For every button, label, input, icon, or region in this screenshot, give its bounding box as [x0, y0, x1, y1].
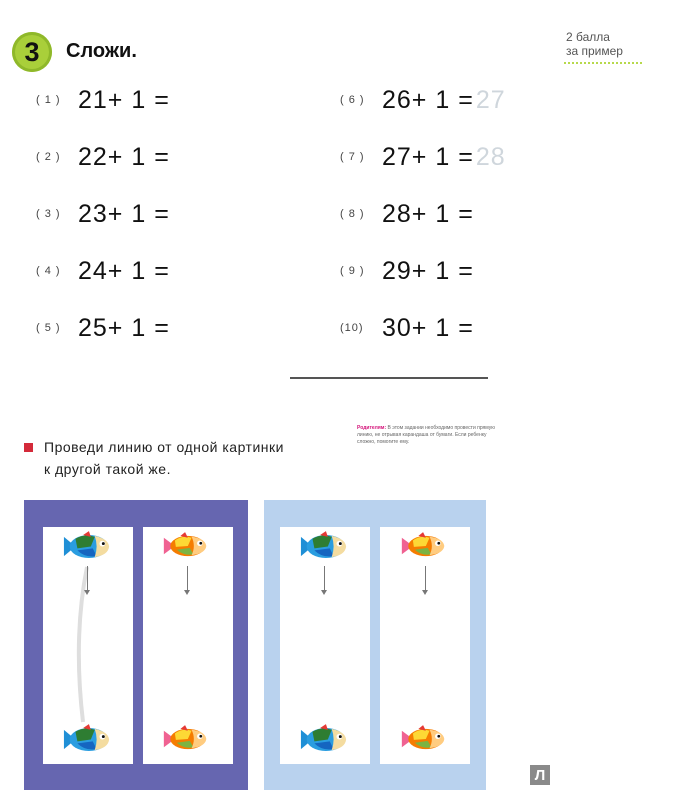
problem-expression: 24+ 1 = [78, 256, 170, 285]
blue-fish-icon[interactable] [299, 724, 349, 755]
problem-1 [36, 83, 172, 117]
score-line-1: 2 балла [566, 30, 610, 44]
problem-index: ( 8 ) [340, 208, 365, 220]
problem-index: ( 1 ) [36, 94, 61, 106]
problem-expression: 28+ 1 = [382, 199, 474, 228]
problem-expression: 21+ 1 = [78, 85, 170, 114]
problem-3 [36, 197, 172, 231]
arrow-line [187, 566, 188, 590]
problem-4 [36, 254, 172, 288]
problem-expression: 26+ 1 = [382, 85, 474, 114]
problem-expression: 22+ 1 = [78, 142, 170, 171]
instruction-line-1: Проведи линию от одной картинки [44, 439, 284, 455]
orange-fish-icon[interactable] [400, 531, 448, 561]
task-instruction [44, 436, 314, 480]
problem-10 [340, 311, 476, 345]
score-line-2: за пример [566, 44, 623, 58]
score-total-line [290, 377, 488, 379]
parent-note-text: В этом задании необходимо провести прямую линию, не отрывая карандаша от бумаги. Если ребенку сложно, помогите ему. [357, 425, 496, 445]
problem-5 [36, 311, 172, 345]
parent-note [357, 425, 497, 446]
task-title: Сложи. [66, 40, 137, 62]
problem-2 [36, 140, 172, 174]
arrow-line [425, 566, 426, 590]
task-bullet [24, 443, 33, 452]
problem-expression: 30+ 1 = [382, 313, 474, 342]
problem-index: (10) [340, 322, 364, 334]
orange-fish-icon[interactable] [162, 531, 210, 561]
problem-index: ( 3 ) [36, 208, 61, 220]
problem-index: ( 2 ) [36, 151, 61, 163]
score-underline [564, 62, 642, 64]
answer-field[interactable]: 28 [475, 142, 506, 171]
arrow-down-icon [184, 590, 190, 595]
orange-fish-icon[interactable] [400, 724, 448, 754]
problem-6 [340, 83, 506, 117]
problem-index: ( 6 ) [340, 94, 365, 106]
problem-index: ( 5 ) [36, 322, 61, 334]
arrow-down-icon [84, 590, 90, 595]
problem-7 [340, 140, 506, 174]
arrow-down-icon [321, 590, 327, 595]
arrow-down-icon [422, 590, 428, 595]
instruction-line-2: к другой такой же. [44, 461, 171, 477]
problem-expression: 25+ 1 = [78, 313, 170, 342]
answer-field[interactable]: 27 [475, 85, 506, 114]
problem-8 [340, 197, 476, 231]
arrow-line [87, 566, 88, 590]
problem-expression: 27+ 1 = [382, 142, 474, 171]
problem-index: ( 9 ) [340, 265, 365, 277]
publisher-logo: Л [530, 765, 550, 785]
blue-fish-icon[interactable] [62, 531, 112, 562]
problem-9 [340, 254, 476, 288]
orange-fish-icon[interactable] [162, 724, 210, 754]
problem-index: ( 4 ) [36, 265, 61, 277]
parent-note-label: Родителям: [357, 425, 387, 431]
problem-expression: 29+ 1 = [382, 256, 474, 285]
blue-fish-icon[interactable] [62, 724, 112, 755]
problem-expression: 23+ 1 = [78, 199, 170, 228]
blue-fish-icon[interactable] [299, 531, 349, 562]
arrow-line [324, 566, 325, 590]
task-number-badge: 3 [12, 32, 52, 72]
score-note [566, 30, 646, 58]
problem-index: ( 7 ) [340, 151, 365, 163]
